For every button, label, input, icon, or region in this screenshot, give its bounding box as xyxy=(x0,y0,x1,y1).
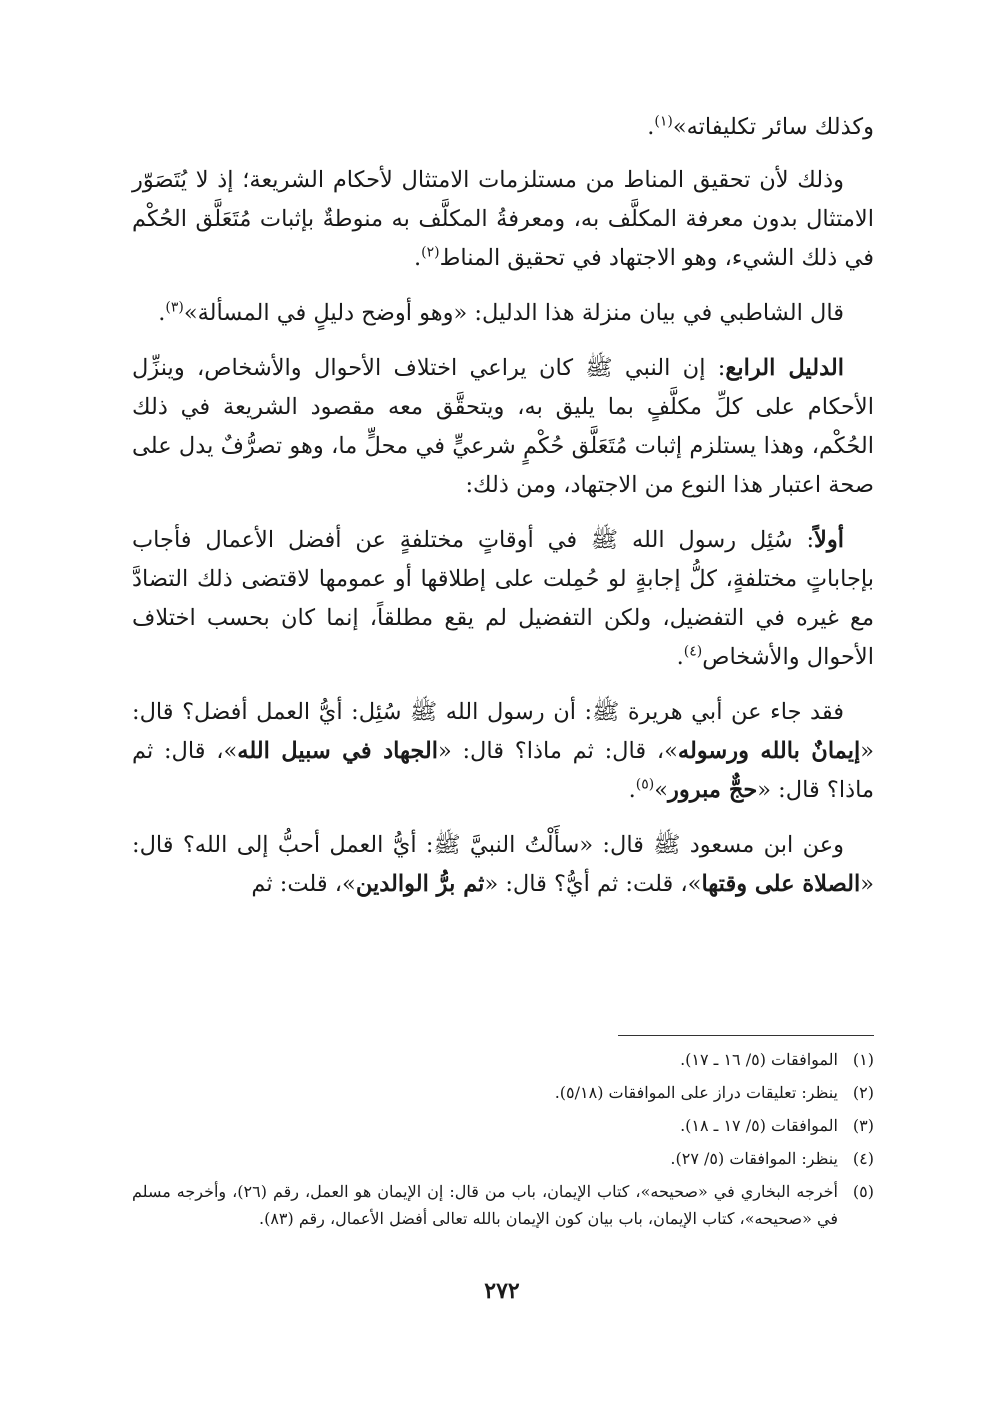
footnote-text: أخرجه البخاري في «صحيحه»، كتاب الإيمان، باب من قال: إن الإيمان هو العمل، رقم (٢٦)، وأخرجه مسلم في «صحيحه»، كتاب الإيمان، باب بيان كون الإيمان بالله تعالى أفضل الأعمال، رقم (٨٣). xyxy=(132,1182,838,1228)
footnote-ref-1[interactable]: (١) xyxy=(654,113,673,130)
paragraph-6-end: . xyxy=(628,777,636,803)
paragraph-6-text-e: » xyxy=(654,777,668,803)
footnote-item xyxy=(132,1112,874,1139)
paragraph-4 xyxy=(132,349,874,505)
footnote-item xyxy=(132,1079,874,1106)
paragraph-3 xyxy=(132,294,874,333)
paragraph-7-text-c: »، قلت: ثم أيُّ؟ قال: « xyxy=(484,871,702,897)
paragraph-7-text-d: »، قلت: ثم xyxy=(251,871,356,897)
footnote-item xyxy=(132,1145,874,1172)
paragraph-6-text-c: »، قال: ثم ماذا؟ قال: « xyxy=(437,738,678,764)
footnote-ref-5[interactable]: (٥) xyxy=(635,776,655,793)
footnote-text: ينظر: الموافقات (٥/ ٢٧). xyxy=(670,1149,838,1168)
hadith-answer-4: الصلاة على وقتها xyxy=(701,871,861,897)
paragraph-6-text-a: فقد جاء عن أبي هريرة ﷺ: أن رسول الله ﷺ سُئِل: أيُّ العمل أفضل؟ قال: « xyxy=(132,699,874,764)
footnote-number: (١) xyxy=(852,1050,874,1069)
footnotes xyxy=(132,1046,874,1238)
page-body xyxy=(132,108,874,920)
footnote-text: الموافقات (٥/ ١٧ ـ ١٨). xyxy=(680,1116,838,1135)
hadith-answer-2: الجهاد في سبيل الله xyxy=(237,738,438,764)
hadith-answer-5: ثم برُّ الوالدين xyxy=(355,871,485,897)
paragraph-2-text: وذلك لأن تحقيق المناط من مستلزمات الامتثال لأحكام الشريعة؛ إذ لا يُتَصَوّر الامتثال بدون معرفة المكلَّف به، ومعرفةُ المكلَّف به منوطةٌ بإثبات مُتَعَلَّق الحُكْم في ذلك الشيء، وهو الاجتهاد في تحقيق المناط xyxy=(132,167,874,271)
paragraph-7-text-a: وعن ابن مسعود ﷺ قال: «سأَلْتُ النبيَّ ﷺ: أيُّ العمل أحبُّ إلى الله؟ قال: « xyxy=(132,832,874,897)
footnote-item xyxy=(132,1178,874,1232)
paragraph-5-end: . xyxy=(676,644,684,670)
paragraph-1 xyxy=(132,108,874,147)
footnote-item xyxy=(132,1046,874,1073)
section-heading-fourth-evidence: الدليل الرابع xyxy=(725,355,844,381)
footnote-number: (٢) xyxy=(852,1083,874,1102)
paragraph-4-text: : إن النبي ﷺ كان يراعي اختلاف الأحوال والأشخاص، وينزِّل الأحكام على كلِّ مكلَّفٍ بما يليق به، ويتحقَّق معه مقصود الشريعة في ذلك الحُكْم، وهذا يستلزم إثبات مُتَعَلَّق حُكْمٍ شرعيٍّ في محلٍّ ما، وهو تصرُّفٌ يدل على صحة اعتبار هذا النوع من الاجتهاد، ومن ذلك: xyxy=(132,355,874,498)
footnote-text: ينظر: تعليقات دراز على الموافقات (٥/١٨). xyxy=(554,1083,838,1102)
paragraph-3-end: . xyxy=(158,300,166,326)
paragraph-6-text-d: »، قال: ثم ماذا؟ قال: « xyxy=(132,738,874,803)
footnote-ref-4[interactable]: (٤) xyxy=(683,643,703,660)
footnote-ref-3[interactable]: (٣) xyxy=(165,299,184,316)
hadith-answer-1: إيمانٌ بالله ورسوله xyxy=(677,738,861,764)
paragraph-2 xyxy=(132,161,874,278)
paragraph-7 xyxy=(132,826,874,904)
footnote-number: (٣) xyxy=(852,1116,874,1135)
footnote-separator xyxy=(618,1035,874,1036)
paragraph-3-text: قال الشاطبي في بيان منزلة هذا الدليل: «وهو أوضح دليلٍ في المسألة» xyxy=(183,300,844,326)
point-first-label: أولاً xyxy=(814,527,844,553)
paragraph-1-end: . xyxy=(647,114,655,140)
paragraph-5 xyxy=(132,521,874,677)
paragraph-6 xyxy=(132,693,874,810)
page-number: ٢٧٢ xyxy=(484,1278,520,1304)
footnote-text: الموافقات (٥/ ١٦ ـ ١٧). xyxy=(680,1050,838,1069)
paragraph-1-text: وكذلك سائر تكليفاته» xyxy=(672,114,874,140)
footnote-ref-2[interactable]: (٢) xyxy=(421,244,440,261)
hadith-answer-3: حجٌّ مبرور xyxy=(668,777,758,803)
footnote-number: (٤) xyxy=(852,1149,874,1168)
paragraph-5-text: : سُئِل رسول الله ﷺ في أوقاتٍ مختلفةٍ عن أفضل الأعمال فأجاب بإجاباتٍ مختلفةٍ، كلُّ إجابةٍ لو حُمِلت على إطلاقها أو عمومها لاقتضى ذلك التضادَّ مع غيره في التفضيل، ولكن التفضيل لم يقع مطلقاً، إنما كان بحسب اختلاف الأحوال والأشخاص xyxy=(132,527,874,670)
footnote-number: (٥) xyxy=(852,1182,874,1201)
paragraph-2-end: . xyxy=(414,245,422,271)
